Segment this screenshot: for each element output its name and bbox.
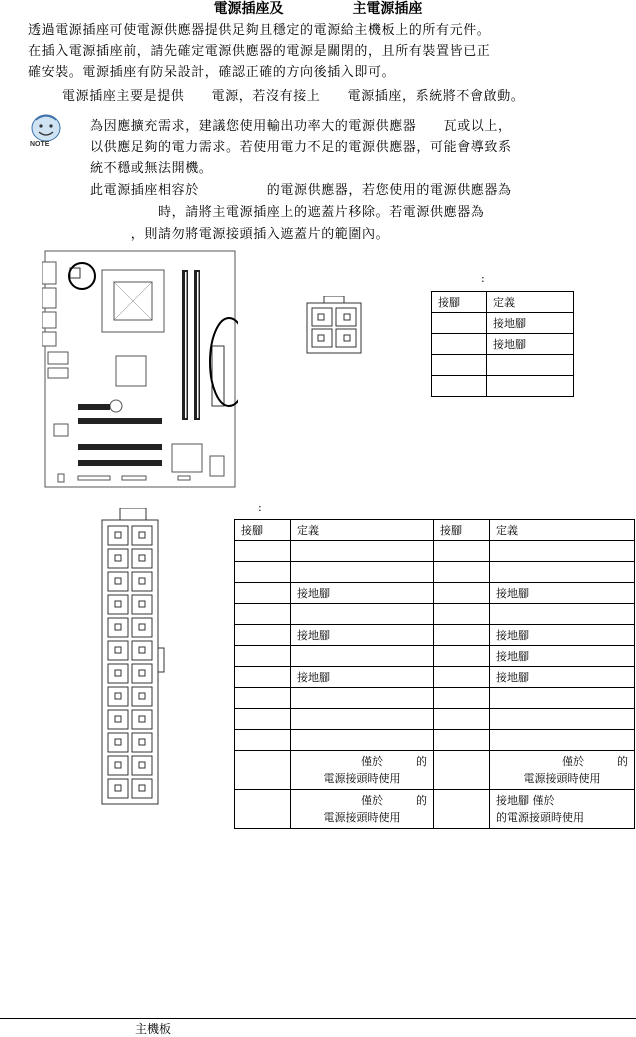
table2-cell	[235, 604, 291, 625]
table1-cell: 接地腳	[487, 334, 574, 355]
intro-line-4: 電源插座主要是提供 電源，若沒有接上 電源插座，系統將不會啟動。	[62, 89, 525, 104]
table2-header-definition-1: 定義	[291, 520, 434, 541]
table2-cell	[291, 790, 434, 829]
table2-cell	[291, 604, 434, 625]
atx-12v-pin-table	[431, 291, 574, 397]
table2-cell	[434, 625, 490, 646]
table2-cell	[490, 688, 635, 709]
atx-24pin-connector-diagram	[100, 508, 166, 808]
note-line-6: ，則請勿將電源接頭插入遮蓋片的範圍內。	[90, 227, 390, 242]
table2-cell	[434, 562, 490, 583]
table2-cell	[235, 730, 291, 751]
table2-cell	[434, 751, 490, 790]
table-row	[235, 562, 635, 583]
table-row	[235, 646, 635, 667]
table2-cell	[235, 562, 291, 583]
title-part1: 電源插座及	[213, 1, 284, 17]
table2-cell: 接地腳	[490, 667, 635, 688]
table1-cell	[432, 334, 487, 355]
table-row	[235, 604, 635, 625]
table1-cell	[487, 355, 574, 376]
table-row	[235, 541, 635, 562]
table2-cell	[235, 646, 291, 667]
table2-note: 的電源接頭時使用	[496, 811, 584, 824]
table2-cell	[235, 625, 291, 646]
table2-cell: 接地腳	[490, 625, 635, 646]
table2-cell	[490, 604, 635, 625]
table2-cell	[434, 604, 490, 625]
table1-cell	[432, 313, 487, 334]
table2-header-definition-2: 定義	[490, 520, 635, 541]
page-title	[0, 0, 636, 18]
table2-cell	[490, 541, 635, 562]
table2-note: 接地腳 僅於	[496, 794, 555, 807]
table1-cell	[432, 355, 487, 376]
table2-cell	[490, 790, 635, 829]
table2-cell	[291, 646, 434, 667]
table2-note: 電源接頭時使用	[323, 772, 401, 785]
table2-note: 電源接頭時使用	[523, 772, 601, 785]
table-row	[235, 625, 635, 646]
table2-cell	[434, 709, 490, 730]
table2-cell	[291, 688, 434, 709]
table2-cell	[291, 541, 434, 562]
table2-cell	[291, 730, 434, 751]
table2-cell	[434, 583, 490, 604]
table1-header-definition: 定義	[487, 292, 574, 313]
table2-cell	[434, 688, 490, 709]
note-icon	[28, 110, 64, 156]
table-row	[235, 709, 635, 730]
intro-line-1: 透過電源插座可使電源供應器提供足夠且穩定的電源給主機板上的所有元件。	[28, 23, 491, 38]
table-row	[432, 313, 574, 334]
table-row	[432, 376, 574, 397]
table2-cell	[235, 790, 291, 829]
table2-header-pin-1: 接腳	[235, 520, 291, 541]
table2-cell	[490, 730, 635, 751]
note-label: NOTE	[30, 141, 50, 148]
table2-cell	[291, 709, 434, 730]
table2-cell	[235, 541, 291, 562]
table2-note: 電源接頭時使用	[323, 811, 401, 824]
note-line-3: 統不穩或無法開機。	[90, 161, 213, 176]
table2-cell: 接地腳	[291, 583, 434, 604]
table2-cell	[291, 562, 434, 583]
table-row	[235, 583, 635, 604]
table2-header-pin-2: 接腳	[434, 520, 490, 541]
table2-cell: 接地腳	[291, 667, 434, 688]
table2-cell	[434, 730, 490, 751]
table1-header-pin: 接腳	[432, 292, 487, 313]
table2-note: 僅於 的	[361, 794, 427, 807]
table1-cell	[487, 376, 574, 397]
title-part2: 主電源插座	[352, 1, 423, 17]
table-row	[235, 751, 635, 790]
table2-cell: 接地腳	[490, 583, 635, 604]
table1-cell: 接地腳	[487, 313, 574, 334]
intro-line-2: 在插入電源插座前，請先確定電源供應器的電源是關閉的，且所有裝置皆已正	[28, 44, 491, 59]
table2-cell	[490, 709, 635, 730]
table-row	[432, 334, 574, 355]
note-line-1: 為因應擴充需求，建議您使用輸出功率大的電源供應器 瓦或以上，	[90, 119, 512, 134]
atx-24pin-table	[234, 519, 635, 829]
table2-cell	[434, 541, 490, 562]
table2-cell	[235, 688, 291, 709]
motherboard-diagram	[42, 248, 238, 490]
table2-cell	[235, 667, 291, 688]
table1-caption: :	[481, 272, 485, 285]
table-row	[235, 730, 635, 751]
table2-cell	[235, 751, 291, 790]
table1-cell	[432, 376, 487, 397]
table2-cell	[490, 751, 635, 790]
table2-cell	[235, 583, 291, 604]
table2-cell	[434, 667, 490, 688]
table2-note: 僅於 的	[562, 755, 628, 768]
table2-cell: 接地腳	[490, 646, 635, 667]
note-line-2: 以供應足夠的電力需求。若使用電力不足的電源供應器，可能會導致系	[90, 140, 512, 155]
table-row	[235, 667, 635, 688]
table2-note: 僅於 的	[361, 755, 427, 768]
table2-cell	[434, 646, 490, 667]
table2-cell: 接地腳	[291, 625, 434, 646]
table2-cell	[291, 751, 434, 790]
table-row	[235, 688, 635, 709]
note-line-4: 此電源插座相容於 的電源供應器，若您使用的電源供應器為	[90, 183, 512, 198]
table2-cell	[490, 562, 635, 583]
atx-12v-connector-diagram	[306, 296, 362, 354]
table-row	[235, 790, 635, 829]
table2-cell	[235, 709, 291, 730]
table2-caption: :	[258, 501, 262, 514]
footer-text: 主機板	[135, 1022, 172, 1036]
intro-line-3: 確安裝。電源插座有防呆設計，確認正確的方向後插入即可。	[28, 65, 396, 80]
table-row	[432, 355, 574, 376]
table2-cell	[434, 790, 490, 829]
note-line-5: 時，請將主電源插座上的遮蓋片移除。若電源供應器為	[90, 205, 485, 220]
footer-rule	[0, 1018, 636, 1019]
